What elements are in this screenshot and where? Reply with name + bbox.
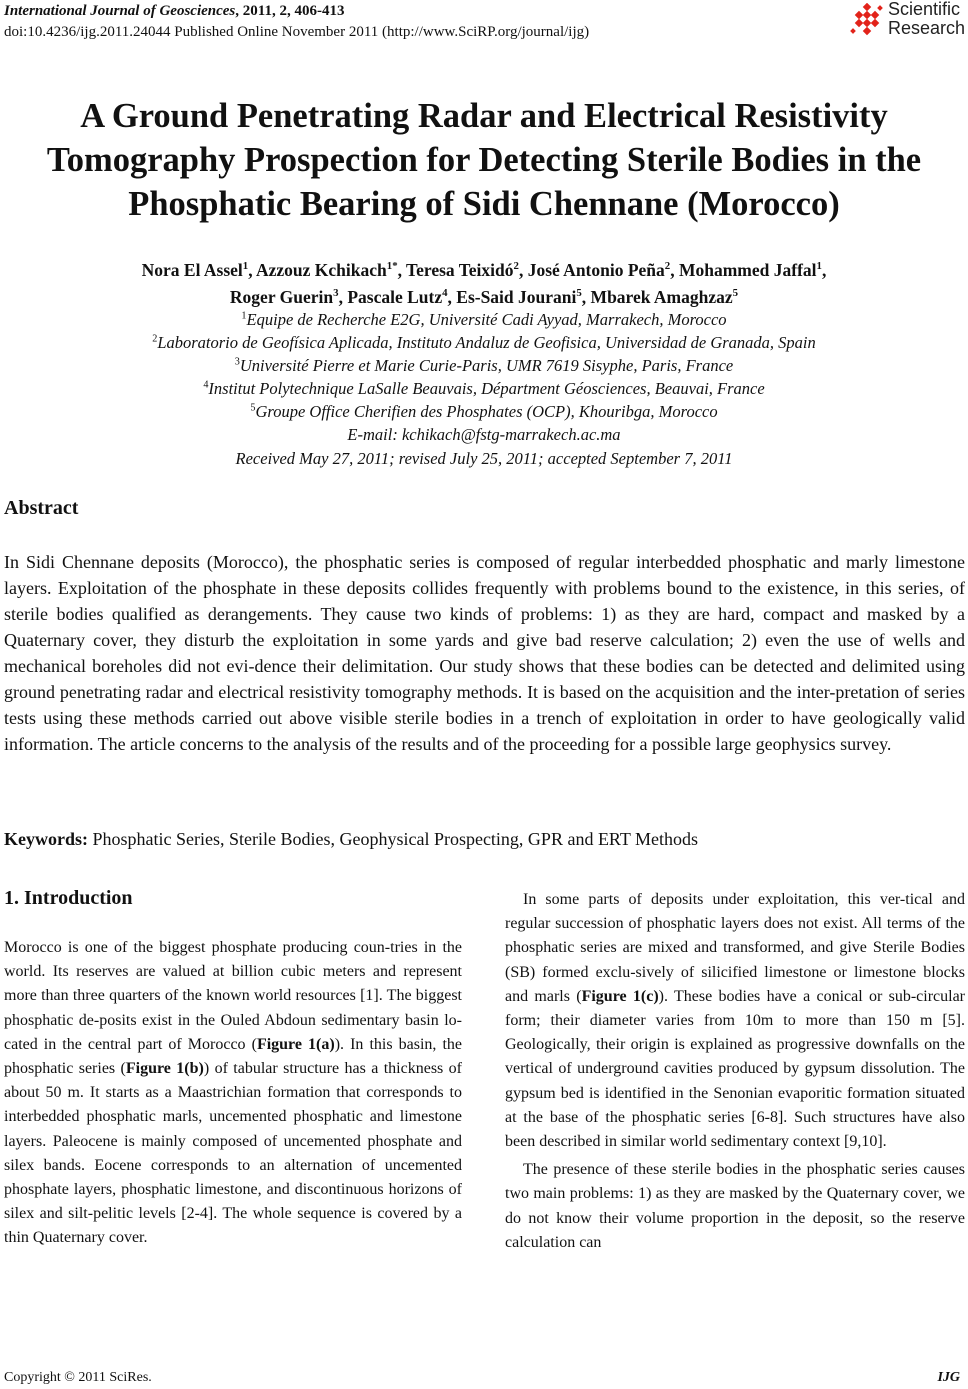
author-line: Nora El Assel$^1$, Azzouz Kchikach$^{1*}$, Teresa Teixidó$^2$, José Antonio Peña$^2$, Mohammed Jaffal$^1$,	[141, 260, 827, 280]
affiliation: $^5$Groupe Office Cherifien des Phosphates (OCP), Khouribga, Morocco	[250, 402, 718, 421]
affiliation: $^3$Université Pierre et Marie Curie-Paris, UMR 7619 Sisyphe, Paris, France	[234, 356, 734, 375]
publisher-logo-icon	[850, 3, 886, 39]
figure-reference[interactable]: Figure 1(b)	[125, 1060, 204, 1078]
journal-abbreviation: IJG	[937, 1370, 960, 1385]
affiliation: $^4$Institut Polytechnique LaSalle Beauvais, Départment Géosciences, Beauvai, France	[203, 379, 765, 398]
publisher-logo-text: Scientific Research	[888, 0, 966, 38]
right-column	[505, 888, 965, 1255]
section-heading: 1. Introduction	[4, 887, 133, 909]
figure-reference[interactable]: Figure 1(c)	[581, 987, 659, 1005]
journal-name: International Journal of Geosciences	[4, 3, 236, 19]
journal-header	[4, 3, 344, 20]
publisher-logo	[850, 0, 968, 42]
paragraph: The presence of these sterile bodies in the phosphatic series causes two main problems: 1) as they are masked by the Quaternary cover, we do not know their volume proportion in the deposit, so the reserve calculation can	[505, 1161, 965, 1251]
doi-line: doi:10.4236/ijg.2011.24044 Published Online November 2011 (http://www.SciRP.org/journal/ijg)	[4, 24, 590, 40]
affiliation: $^1$Equipe de Recherche E2G, Université Cadi Ayyad, Marrakech, Morocco	[241, 310, 727, 329]
keywords-text: Phosphatic Series, Sterile Bodies, Geophysical Prospecting, GPR and ERT Methods	[88, 829, 699, 849]
submission-dates: Received May 27, 2011; revised July 25, 2011; accepted September 7, 2011	[235, 449, 733, 468]
email: E-mail: kchikach@fstg-marrakech.ac.ma	[347, 425, 621, 444]
abstract-text: In Sidi Chennane deposits (Morocco), the phosphatic series is composed of regular interbedded phosphatic and marly limestone layers. Exploitation of the phosphate in these deposits collides frequently with problems bound to the existence, in this series, of sterile bodies qualified as derangements. They cause two kinds of problems: 1) as they are hard, compact and masked by a Quaternary cover, they disturb the exploitation in some yards and give bad reserve calculation; 2) even the use of wells and mechanical boreholes did not evi-dence their delimitation. Our study shows that these bodies can be detected and delimited using ground penetrating radar and electrical resistivity tomography methods. It is based on the acquisition and the inter-pretation of series tests using these methods carried out above visible sterile bodies in a trench of exploitation in order to have geologically valid information. The article concerns to the analysis of the results and of the proceeding for a possible large geophysics survey.	[4, 552, 965, 754]
title-line: A Ground Penetrating Radar and Electrical Resistivity	[80, 97, 888, 135]
journal-volume: , 2011, 2, 406-413	[235, 3, 345, 19]
abstract-heading: Abstract	[4, 497, 79, 519]
affiliation: $^2$Laboratorio de Geofísica Aplicada, Instituto Andaluz de Geofisica, Universidad de Granada, Spain	[152, 333, 816, 352]
keywords-label: Keywords:	[4, 829, 88, 849]
keywords	[4, 829, 698, 850]
paper-title	[0, 94, 968, 226]
title-line: Tomography Prospection for Detecting Sterile Bodies in the	[46, 141, 922, 179]
author-line: Roger Guerin$^3$, Pascale Lutz$^4$, Es-Said Jourani$^5$, Mbarek Amaghzaz$^5$	[229, 287, 739, 307]
paragraph: In some parts of deposits under exploitation, this ver-tical and regular succession of phosphatic layers does not exist. All terms of the phosphatic series are mixed and transformed, and give Sterile Bodies (SB) formed exclu-sively of silicified limestone or limestone blocks and marls (Figure 1(c)). These bodies have a conical or sub-circular form; their diameter varies from 10m to more than 150 m [5]. Geologically, their origin is explained as progressive downfalls on the vertical of underground cavities produced by gypsum dissolution. The gypsum bed is identified in the Senonian evaporitic formation situated at the base of the phosphatic series [6-8]. Such structures have also been described in similar world sedimentary context [9,10].	[505, 891, 965, 1151]
author-list	[0, 257, 968, 311]
figure-reference[interactable]: Figure 1(a)	[256, 1035, 335, 1053]
left-column	[4, 936, 462, 1251]
paragraph: Morocco is one of the biggest phosphate producing coun-tries in the world. Its reserves are valued at billion cubic meters and represent more than three quarters of the known world resources [1]. The biggest phosphatic de-posits exist in the Ouled Abdoun sedimentary basin lo-cated in the central part of Morocco (Figure 1(a)). In this basin, the phosphatic series (Figure 1(b)) of tabular structure has a thickness of about 50 m. It starts as a Maastrichian formation that corresponds to interbedded phosphatic marls, uncemented phosphatic and limestone layers. Paleocene is mainly composed of uncemented phosphate and silex bands. Eocene corresponds to an alternation of uncemented phosphate layers, phosphatic limestone, and discontinuous horizons of silex and silt-pelitic levels [2-4]. The whole sequence is covered by a thin Quaternary cover.	[4, 939, 462, 1247]
title-line: Phosphatic Bearing of Sidi Chennane (Morocco)	[128, 185, 840, 223]
copyright: Copyright © 2011 SciRes.	[4, 1370, 152, 1385]
